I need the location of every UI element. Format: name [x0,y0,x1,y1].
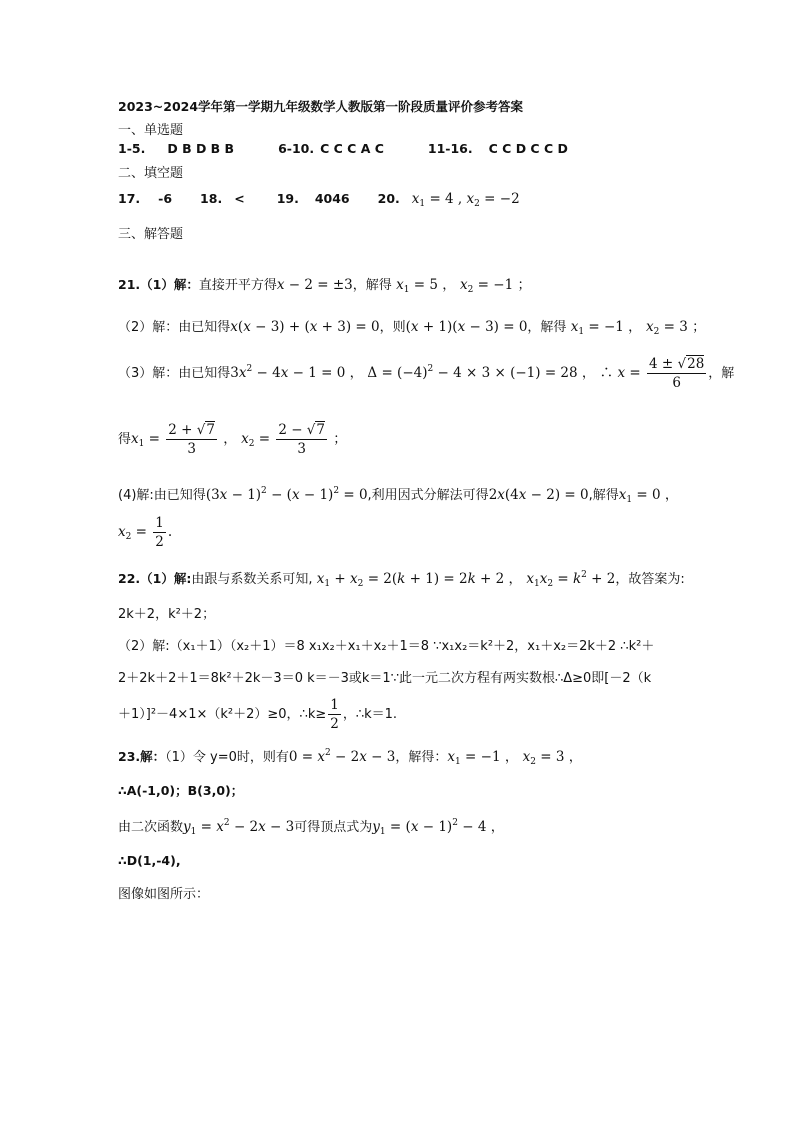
q21-part1: 21.（1）解：直接开平方得x − 2 = ±3，解得 $x_1 = 5$ ， $x_2 = -1$ ； [118,277,531,295]
q21-part4-line2: $x_2$ = $\frac{1}{2}$ . [118,515,173,550]
q22-part2-line1: （2）解:（x₁＋1）（x₂＋1）＝8 x₁x₂＋x₁＋x₂＋1＝8 ∵x₁x₂＝k²＋2，x₁＋x₂＝2k＋2 ∴k²＋ [118,639,655,654]
q23-line1: 23.解：（1）令 y=0时，则有$0 = x^2 - 2x - 3$，解得：$x_1 = -1$ ， $x_2 = 3$ ， [118,748,583,767]
section-solutions: 三、解答题 [118,227,184,242]
q23-vertex-form: 由二次函数$y_1 = x^2 - 2x - 3$可得顶点式为$y_1 = (x - 1)^2 - 4$ ， [118,818,505,837]
q23-graph-caption: 图像如图所示： [118,887,210,902]
q22-part1: 22.（1）解:由跟与系数关系可知, $x_1 + x_2 = 2(k + 1) = 2k + 2$ ， $x_1x_2 = k^2 + 2$，故答案为: [118,570,685,589]
q23-vertex: ∴D(1,-4), [118,853,181,868]
q22-part1-answer: 2k＋2，k²＋2； [118,607,216,622]
section-single-choice: 一、单选题 [118,123,184,138]
q20-equation: $x_1 = 4$ , $x_2 = -2$ [411,191,520,209]
q22-part2-line2: 2＋2k＋2＋1＝8k²＋2k－3＝0 k＝－3或k＝1∵此一元二次方程有两实数根∴Δ≥0即[－2（k [118,671,652,686]
q23-intercepts: ∴A(-1,0)；B(3,0)； [118,783,244,798]
document-title: 2023~2024学年第一学期九年级数学人教版第一阶段质量评价参考答案 [118,99,524,114]
fill-in-answers: 17. -6 18. < 19. 4046 20. $x_1 = 4$ , $x_2 = -2$ [118,191,520,209]
section-fill-in: 二、填空题 [118,166,184,181]
q21-part3-line1: （3）解：由已知得$3x^2 - 4x - 1 = 0$ ， $\Delta = (-4)^2 - 4 \times 3 \times (-1) = 28$ ， ∴ x = $\frac{4 \pm √28}{6}$ ，解 [118,356,735,391]
single-choice-answers: 1-5. D B D B B 6-10. C C C A C 11-16. C C D C C D [118,141,568,156]
q21-part3-line2: 得$x_1$ = $\frac{2 + √7}{3}$ ， $x_2$ = $\frac{2 - √7}{3}$ ； [118,422,347,457]
q22-part2-line3: ＋1）]²－4×1×（k²＋2）≥0，∴k≥ $\frac{1}{2}$ ，∴k＝1. [118,697,398,732]
q21-part2: （2）解：由已知得x(x − 3) + (x + 3) = 0，则(x + 1)(x − 3) = 0，解得 $x_1 = -1$ ， $x_2 = 3$ ； [118,319,706,337]
q21-part4-line1: (4)解:由已知得$(3x - 1)^2 - (x - 1)^2 = 0$,利用因式分解法可得2x(4x − 2) = 0,解得$x_1 = 0$ ， [118,486,679,505]
